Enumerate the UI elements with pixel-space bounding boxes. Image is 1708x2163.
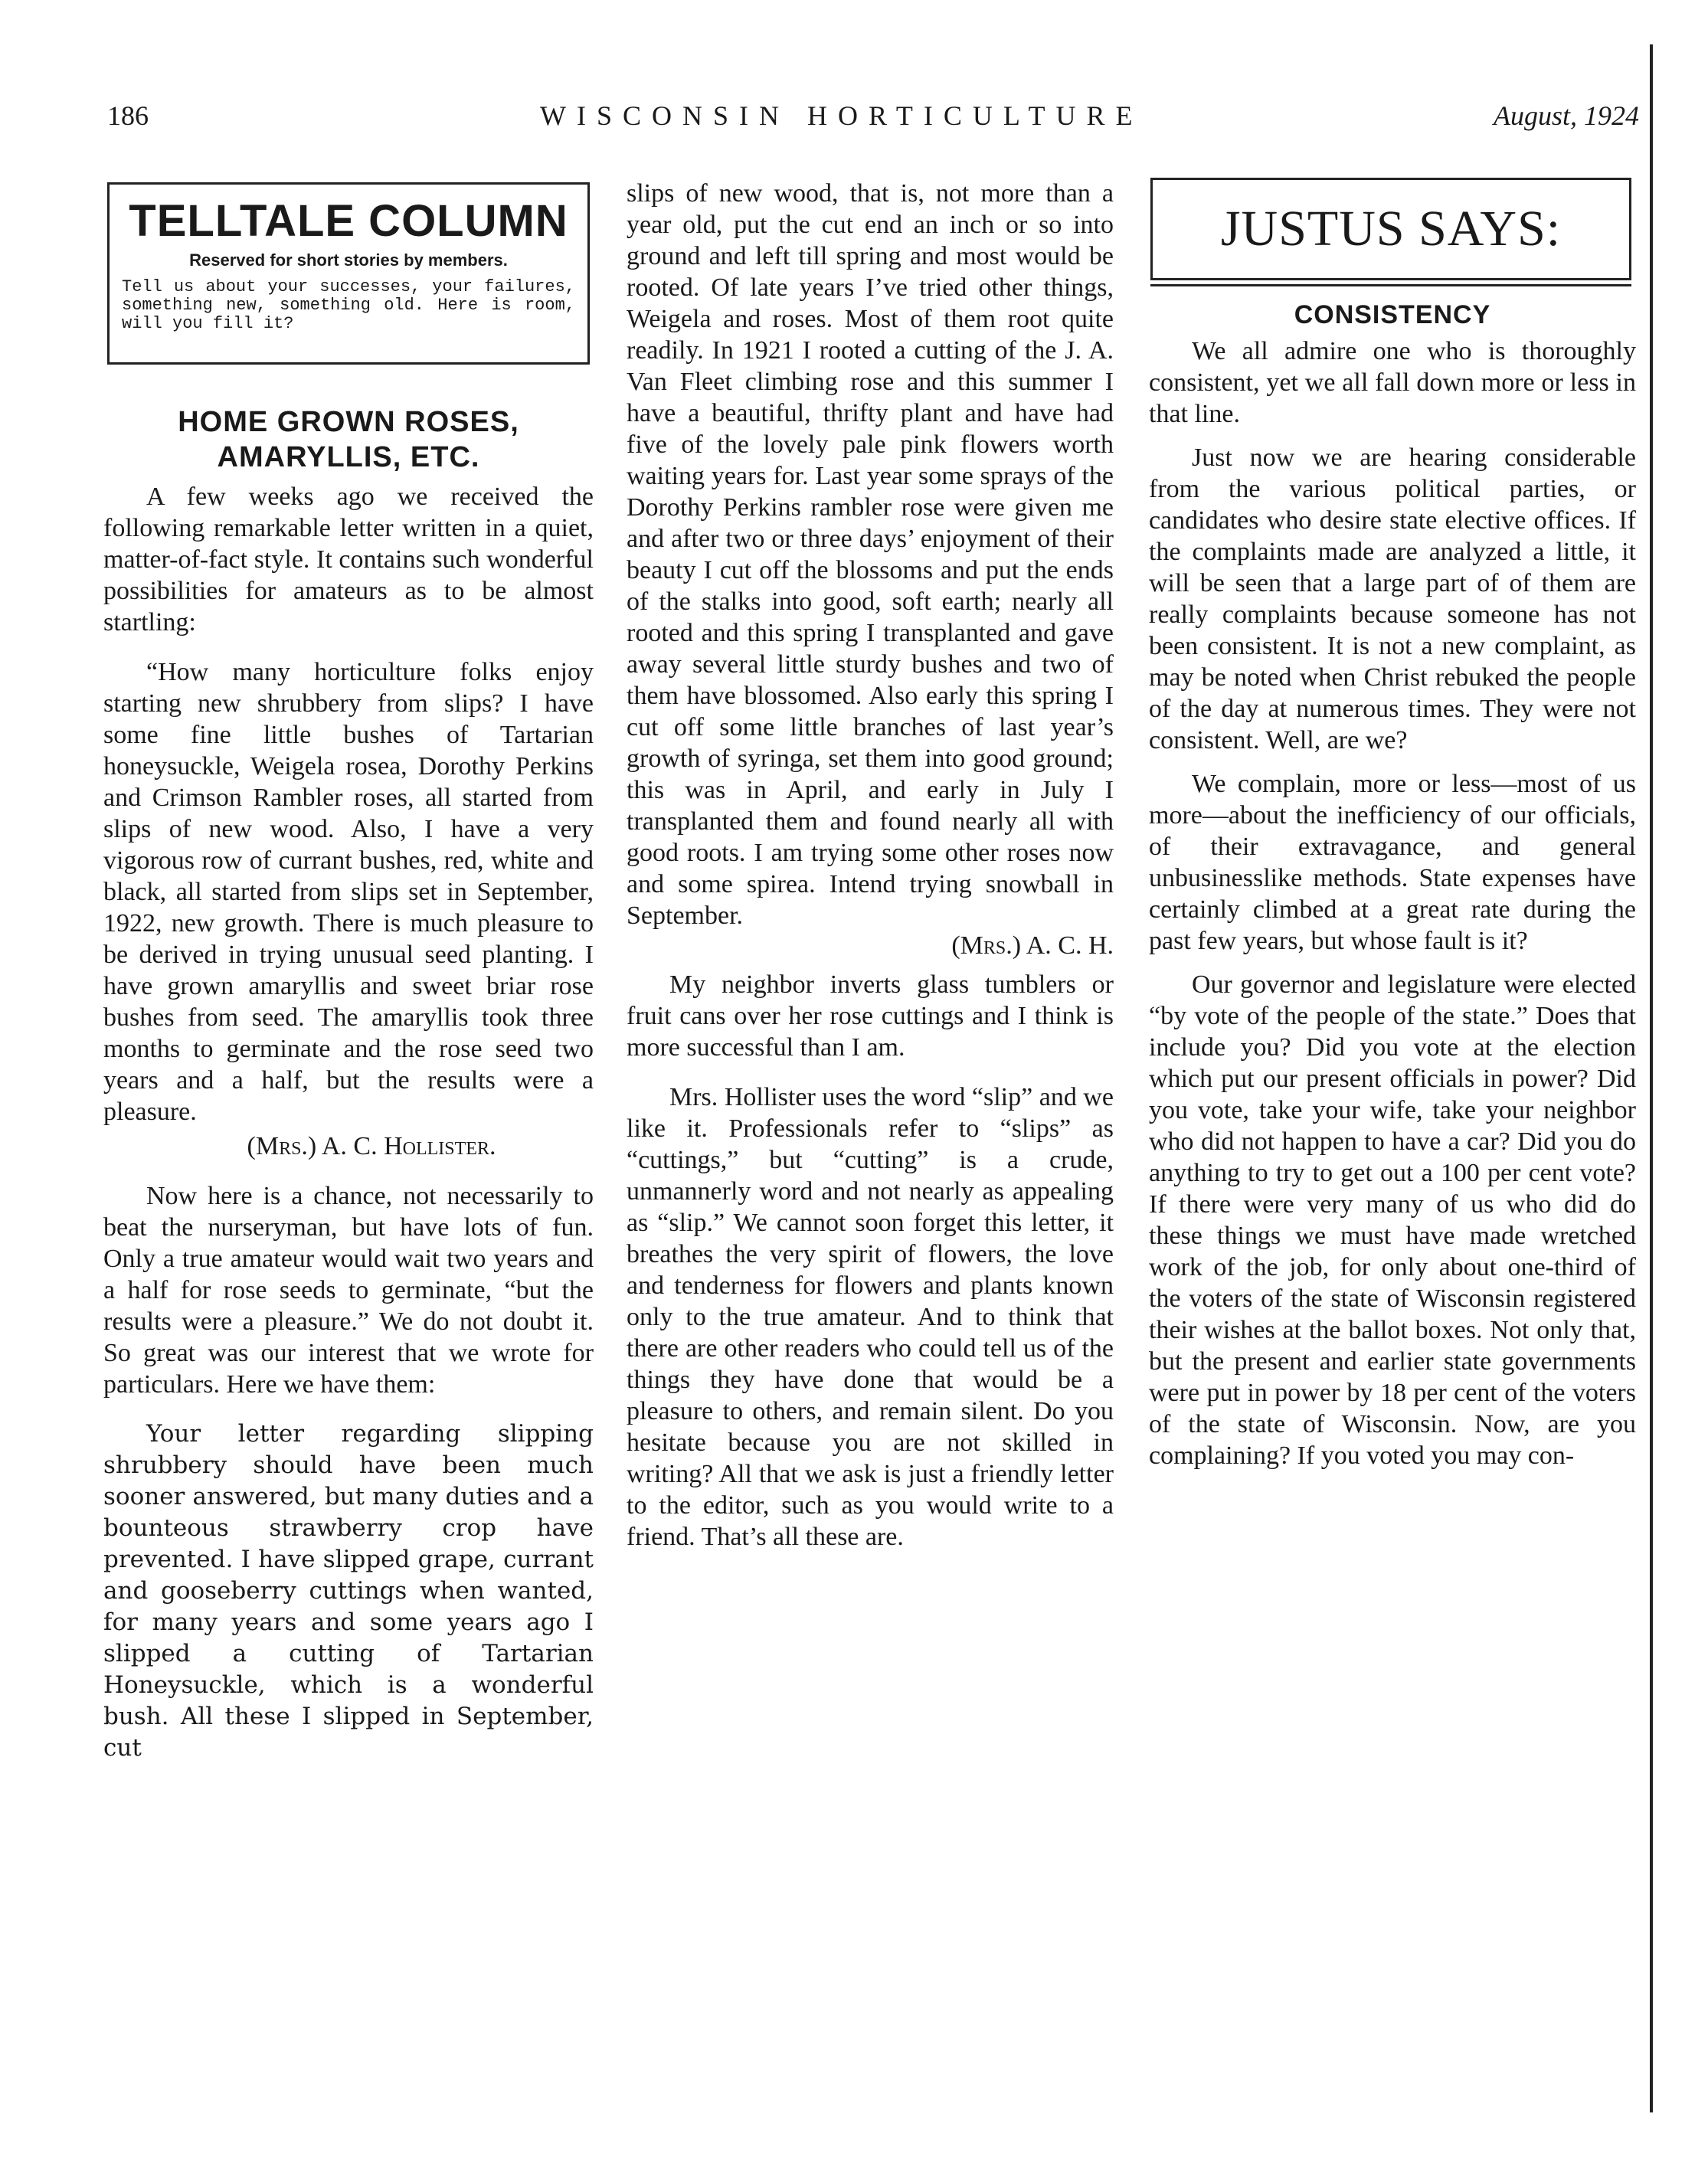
column-3 (1149, 335, 1636, 1484)
letter-signature-2: (Mrs.) A. C. H. (951, 931, 1114, 960)
consistency-paragraph-4: Our governor and legislature were elected “by vote of the people of the state.” Does that include you? Did you vote at the election which put our present officials in power? Did you vote, take your wife, take your neighbor who did not happen to have a car? Did you do anything to try to get out a 100 per cent vote? If there were very many of us who did do these things we must have made wretched work of the job, for only about one-third of the voters of the state of Wisconsin registered their wishes at the ballot boxes. Not only that, but the present and earlier state governments were put in power by 18 per cent of the voters of the state of Wisconsin. Now, are you complaining? If you voted you may con- (1149, 970, 1636, 1470)
page-number: 186 (107, 100, 149, 131)
justus-title: JUSTUS SAYS: (1220, 201, 1562, 257)
roses-paragraph-1: A few weeks ago we received the following remarkable letter written in a quiet, matter-of-fact style. It contains such wonderful possibilities for amateurs as to be almost startling: (103, 483, 594, 636)
column-1 (103, 481, 594, 1776)
justus-underline-rule (1150, 284, 1631, 286)
consistency-paragraph-1: We all admire one who is thoroughly consistent, yet we all fall down more or less in that line. (1149, 337, 1636, 428)
telltale-subtitle: Reserved for short stories by members. (189, 250, 508, 270)
letter-signature-1: (Mrs.) A. C. Hollister. (247, 1132, 496, 1160)
telltale-title: TELLTALE COLUMN (129, 196, 568, 246)
issue-date: August, 1924 (1493, 100, 1639, 131)
consistency-heading: CONSISTENCY (1294, 300, 1491, 329)
consistency-paragraph-3: We complain, more or less—most of us more—about the inefficiency of our officials, of their extravagance, and general unbusinesslike methods. State expenses have certainly climbed at a great rate during the past few years, but whose fault is it? (1149, 770, 1636, 955)
roses-paragraph-3: Now here is a chance, not necessarily to beat the nurseryman, but have lots of fun. Only a true amateur would wait two years and a half for rose seeds to germinate, “but the results were a pleasure.” We do not doubt it. So great was our interest that we wrote for particulars. Here we have them: (103, 1182, 594, 1399)
roses-heading-line1: HOME GROWN ROSES, (178, 406, 519, 438)
justus-says-box (1150, 178, 1631, 280)
right-margin-rule (1650, 44, 1653, 2112)
magazine-title: WISCONSIN HORTICULTURE (540, 100, 1144, 131)
roses-heading-line2: AMARYLLIS, ETC. (217, 441, 480, 473)
roses-letter-paragraph: “How many horticulture folks enjoy starting new shrubbery from slips? I have some fine little bushes of Tartarian honeysuckle, Weigela rosea, Dorothy Perkins and Crimson Rambler roses, all started from slips of new wood. Also, I have a very vigorous row of currant bushes, red, white and black, all started from slips set in September, 1922, new growth. There is much pleasure to be derived in trying unusual seed planting. I have grown amaryllis and sweet briar rose bushes from seed. The amaryllis took three months to germinate and the rose seed two years and a half, but the results were a pleasure. (103, 658, 594, 1126)
telltale-body: Tell us about your successes, your failures, something new, something old. Here is room, will you fill it? (122, 277, 575, 333)
roses-heading (107, 404, 590, 475)
column-2 (627, 178, 1114, 1565)
roses-reply-letter: Your letter regarding slipping shrubbery should have been much sooner answered, but many duties and a bounteous strawberry crop have prevented. I have slipped grape, currant and gooseberry cuttings when wanted, for many years and some years ago I slipped a cutting of Tartarian Honeysuckle, which is a wonderful bush. All these I slipped in September, cut (103, 1420, 594, 1762)
consistency-paragraph-2: Just now we are hearing considerable from the various political parties, or candidates who desire state elective offices. If the complaints made are analyzed a little, it will be seen that a large part of of them are really complaints because someone has not been consistent. It is not a new complaint, as may be noted when Christ rebuked the people of the day at numerous times. They were not consistent. Well, are we? (1149, 443, 1636, 754)
roses-closing-paragraph: Mrs. Hollister uses the word “slip” and we like it. Professionals refer to “slips” as “cuttings,” but “cutting” is a crude, unmannerly word and not nearly as appealing as “slip.” We cannot soon forget this letter, it breathes the very spirit of flowers, the love and tenderness for flowers and plants known only to the true amateur. And to think that there are other readers who could tell us of the things they have done that would be a pleasure to others, and remain silent. Do you hesitate because you are not skilled in writing? All that we ask is just a friendly letter to the editor, such as you would write to a friend. That’s all these are. (627, 1083, 1114, 1551)
telltale-column-box (107, 182, 590, 365)
roses-neighbor-paragraph: My neighbor inverts glass tumblers or fruit cans over her rose cuttings and I think is more successful than I am. (627, 970, 1114, 1062)
roses-reply-continued: slips of new wood, that is, not more than a year old, put the cut end an inch or so into ground and left till spring and most would be rooted. Of late years I’ve tried other things, Weigela and roses. Most of them root quite readily. In 1921 I rooted a cutting of the J. A. Van Fleet climbing rose and this summer I have a beautiful, thrifty plant and have had five of the lovely pale pink flowers worth waiting years for. Last year some sprays of the Dorothy Perkins rambler rose were given me and after two or three days’ enjoyment of their beauty I cut off the blossoms and put the ends of the stalks into good, soft earth; nearly all rooted and this spring I transplanted and gave away several little sturdy bushes and two of them have blossomed. Also early this spring I cut off some little branches of last year’s growth of syringa, set them into good ground; this was in April, and early in July I transplanted them and found nearly all with good roots. I am trying some other roses now and some spirea. Intend trying snowball in September. (627, 179, 1114, 930)
page-header (107, 100, 1639, 146)
